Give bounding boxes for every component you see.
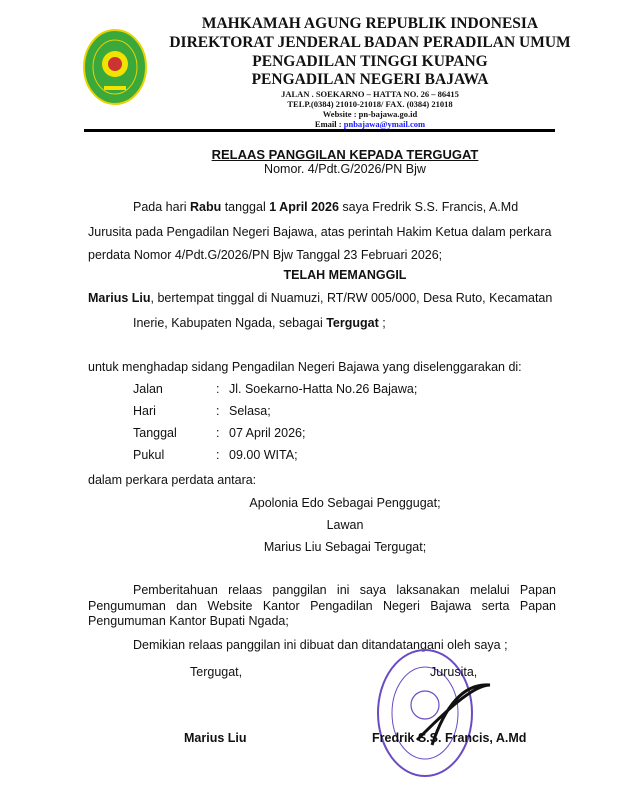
opening-line-2: Jurusita pada Pengadilan Negeri Bajawa, atas perintah Hakim Ketua dalam perkara xyxy=(88,225,552,239)
hearing-value: 09.00 WITA; xyxy=(229,448,298,462)
case-intro: dalam perkara perdata antara: xyxy=(88,473,257,487)
party-line-1: Marius Liu, bertempat tinggal di Nuamuzi, RT/RW 005/000, Desa Ruto, Kecamatan xyxy=(88,291,553,305)
letterhead-website: Website : pn-bajawa.go.id xyxy=(322,109,418,119)
hearing-label: Pukul xyxy=(133,448,165,462)
email-label: Email : xyxy=(314,119,344,129)
party-line-2: Inerie, Kabupaten Ngada, sebagai Tergugat ; xyxy=(133,316,386,330)
summoned-heading: TELAH MEMANGGIL xyxy=(283,268,407,282)
defendant: Marius Liu Sebagai Tergugat; xyxy=(263,540,427,554)
bailiff-signature-label: Jurusita, xyxy=(430,665,478,679)
hearing-colon: : xyxy=(216,404,220,418)
closing-statement: Demikian relaas panggilan ini dibuat dan ditandatangani oleh saya ; xyxy=(133,638,508,652)
hearing-label: Hari xyxy=(133,404,156,418)
letterhead-address: JALAN . SOEKARNO – HATTA NO. 26 – 86415 xyxy=(281,89,459,99)
letterhead-line-2: DIREKTORAT JENDERAL BADAN PERADILAN UMUM xyxy=(169,34,571,51)
hearing-label: Tanggal xyxy=(133,426,177,440)
hearing-colon: : xyxy=(216,448,220,462)
hearing-value: 07 April 2026; xyxy=(229,426,306,440)
court-logo xyxy=(82,28,148,106)
bailiff-name: Fredrik S.S. Francis, A.Md xyxy=(372,731,527,745)
hearing-label: Jalan xyxy=(133,382,163,396)
document-title: RELAAS PANGGILAN KEPADA TERGUGAT xyxy=(211,147,479,162)
hearing-intro: untuk menghadap sidang Pengadilan Negeri Bajawa yang diselenggarakan di: xyxy=(88,360,522,374)
hearing-value: Jl. Soekarno-Hatta No.26 Bajawa; xyxy=(229,382,418,396)
hearing-colon: : xyxy=(216,382,220,396)
versus: Lawan xyxy=(326,518,364,532)
plaintiff: Apolonia Edo Sebagai Penggugat; xyxy=(249,496,441,510)
letterhead-phone: TELP.(0384) 21010-21018/ FAX. (0384) 21018 xyxy=(287,99,453,109)
document-number: Nomor. 4/Pdt.G/2026/PN Bjw xyxy=(264,162,426,176)
header-divider xyxy=(84,129,555,132)
defendant-signature-label: Tergugat, xyxy=(190,665,243,679)
email-link[interactable]: pnbajawa@ymail.com xyxy=(343,119,426,129)
hearing-value: Selasa; xyxy=(229,404,271,418)
letterhead-line-1: MAHKAMAH AGUNG REPUBLIK INDONESIA xyxy=(201,15,539,32)
opening-line-3: perdata Nomor 4/Pdt.G/2026/PN Bjw Tanggal 23 Februari 2026; xyxy=(88,248,443,262)
defendant-name: Marius Liu xyxy=(184,731,247,745)
notice-paragraph: Pemberitahuan relaas panggilan ini saya laksanakan melalui Papan Pengumuman dan Website Kantor Pengadilan Negeri Bajawa serta Papan Pengumuman Kantor Bupati Ngada; xyxy=(88,583,556,628)
opening-line-1: Pada hari Rabu tanggal 1 April 2026 saya Fredrik S.S. Francis, A.Md xyxy=(133,200,519,214)
hearing-colon: : xyxy=(216,426,220,440)
letterhead-email-line xyxy=(150,119,590,129)
letterhead-line-3: PENGADILAN TINGGI KUPANG xyxy=(252,53,488,70)
letterhead-line-4: PENGADILAN NEGERI BAJAWA xyxy=(251,71,489,88)
